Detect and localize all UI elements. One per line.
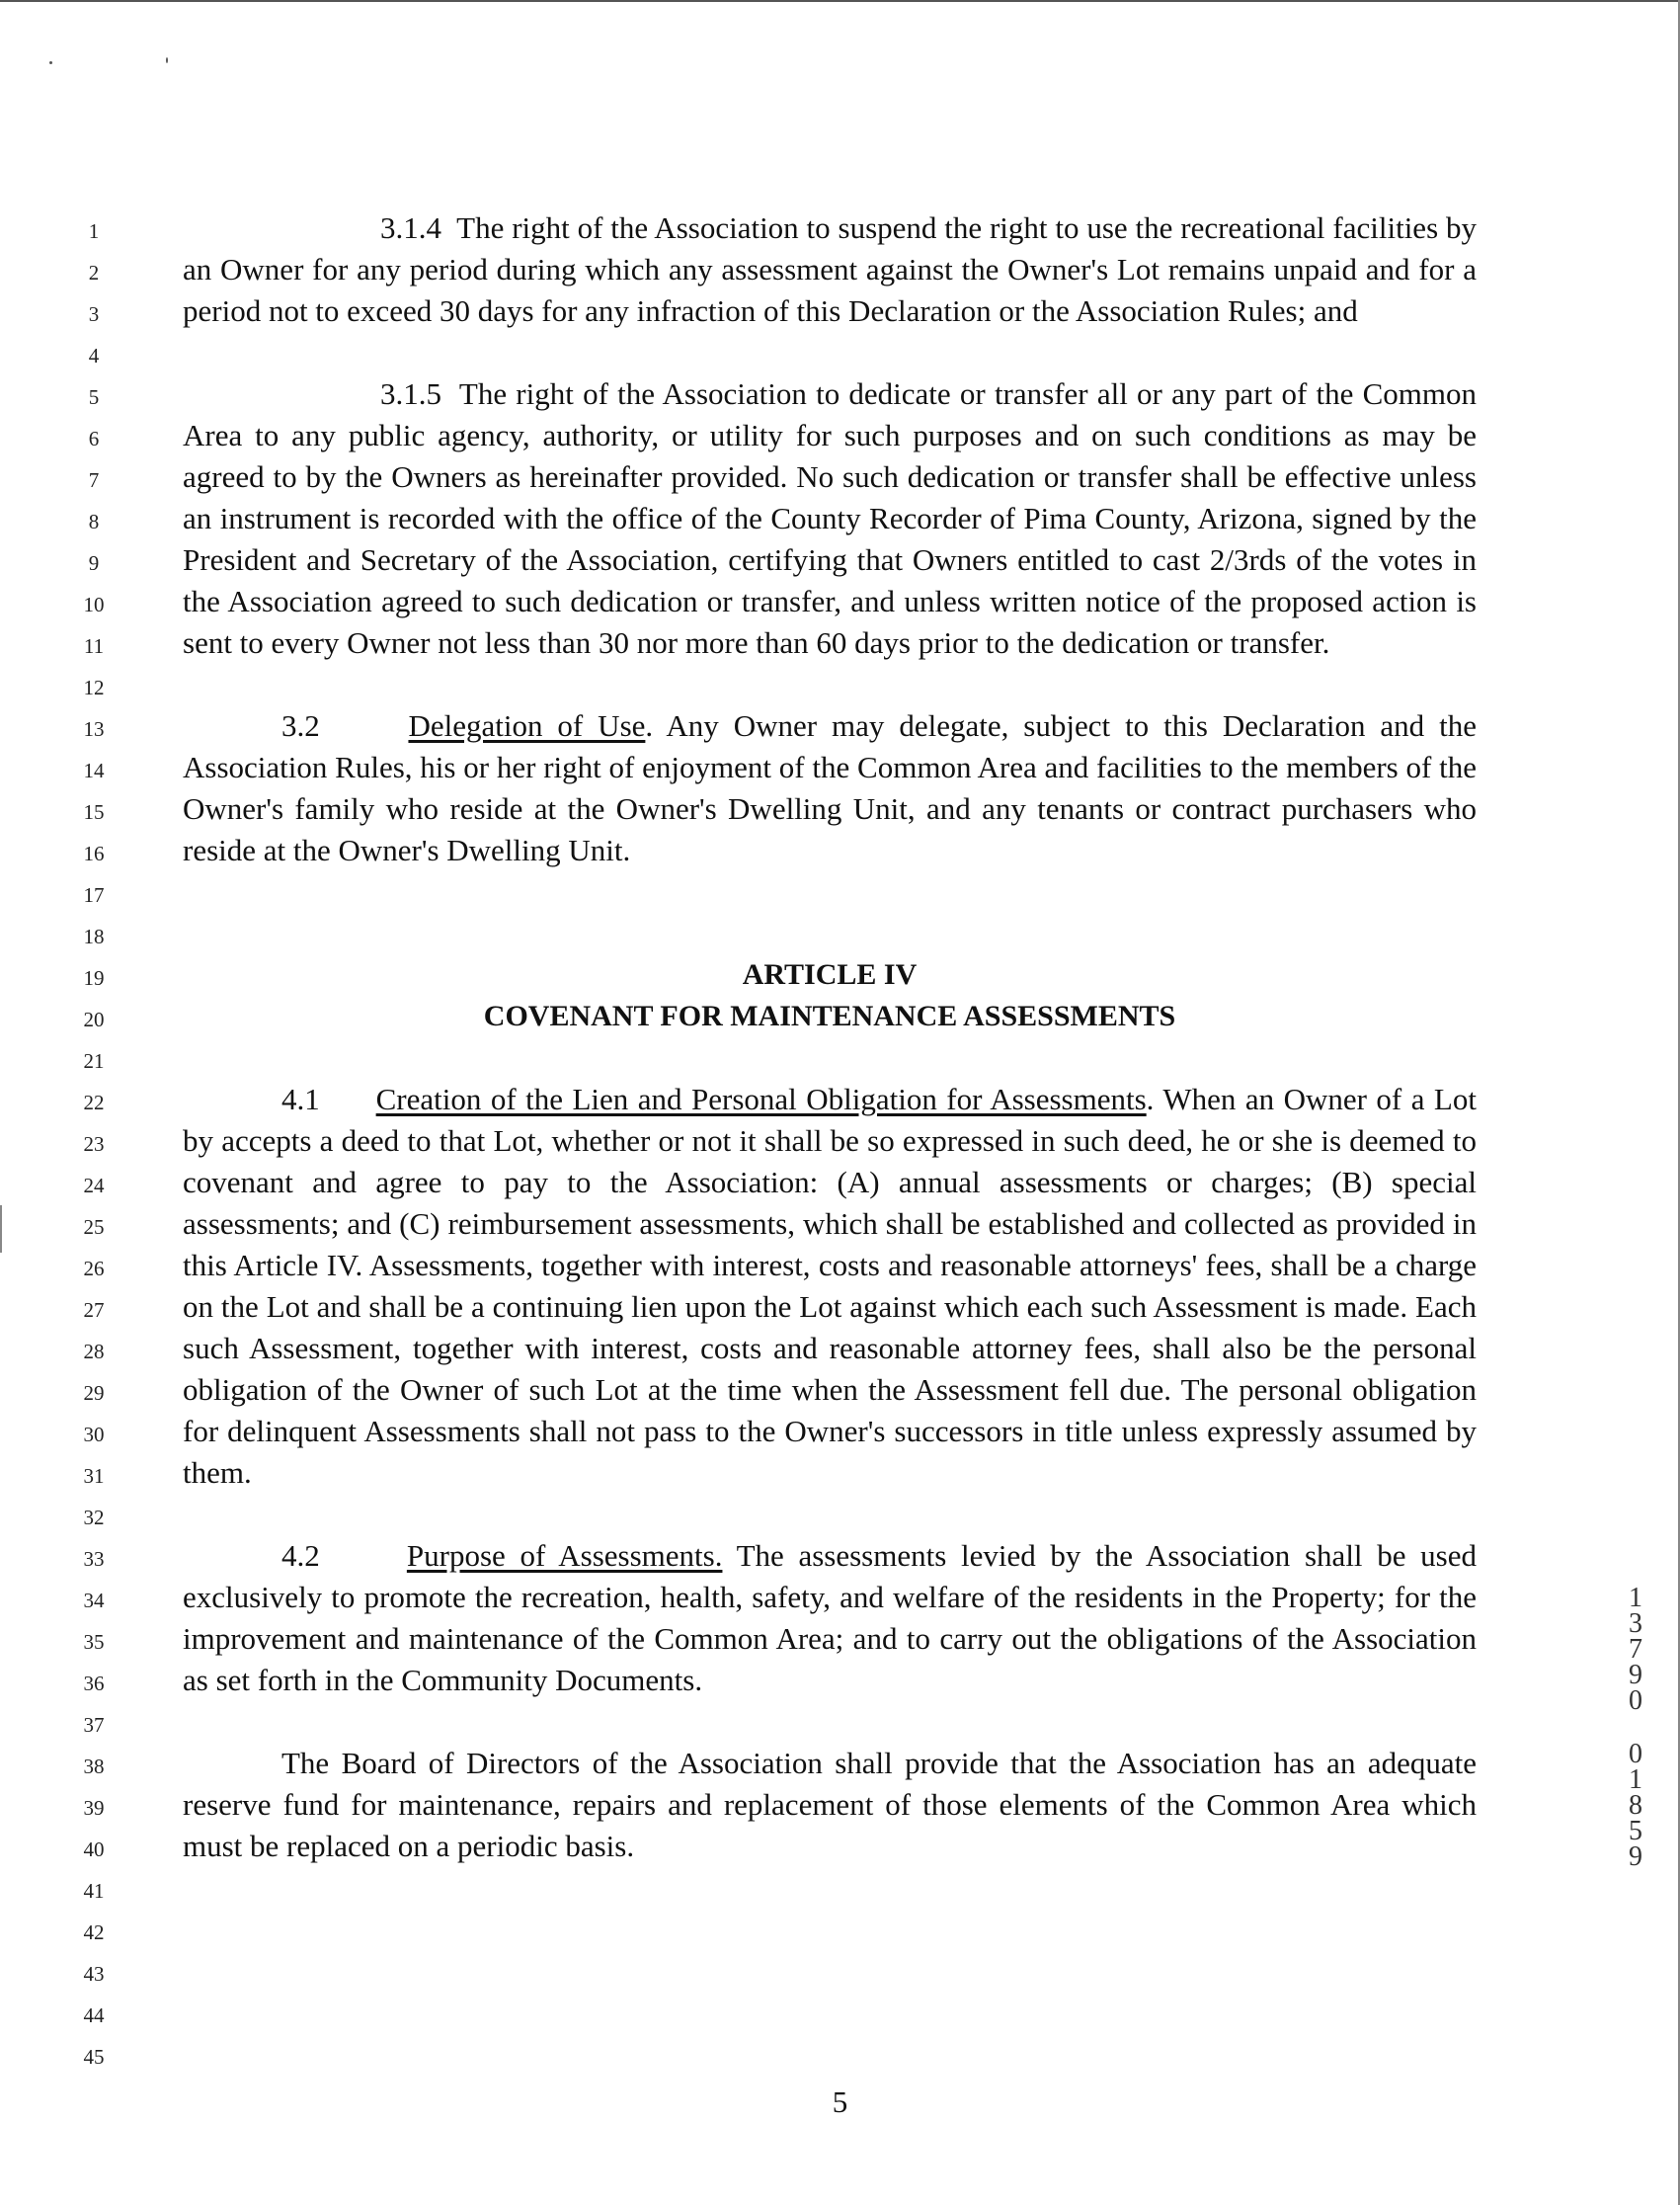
line-number: 3 xyxy=(88,302,100,326)
scan-speck xyxy=(49,61,52,64)
line-number: 6 xyxy=(88,427,100,450)
line-number: 31 xyxy=(83,1464,105,1488)
stamp-digit: 9 xyxy=(1629,1841,1642,1872)
line-number: 11 xyxy=(83,634,105,658)
stamp-digit: 1 xyxy=(1629,1583,1642,1613)
stamp-digit: 7 xyxy=(1629,1634,1642,1665)
line-number: 42 xyxy=(83,1920,105,1944)
line-number: 40 xyxy=(83,1838,105,1861)
scan-left-mark xyxy=(0,1205,2,1253)
stamp-digit: 5 xyxy=(1629,1816,1642,1846)
article-subtitle: COVENANT FOR MAINTENANCE ASSESSMENTS xyxy=(483,1000,1176,1032)
recording-stamp xyxy=(1616,1583,1655,1872)
line-number: 9 xyxy=(88,551,100,575)
line-number: 10 xyxy=(83,593,105,616)
document-body xyxy=(183,207,1477,1867)
stamp-digit: 9 xyxy=(1629,1660,1642,1690)
section-number: 4.2 xyxy=(281,1538,320,1573)
line-number: 33 xyxy=(83,1547,105,1571)
section-number: 4.1 xyxy=(281,1082,320,1116)
section-3-2 xyxy=(183,705,1477,871)
line-number: 18 xyxy=(83,925,105,948)
stamp-digit: 3 xyxy=(1629,1608,1642,1639)
line-number: 30 xyxy=(83,1423,105,1446)
line-number: 32 xyxy=(83,1506,105,1529)
line-number: 8 xyxy=(88,510,100,533)
reserve-paragraph: The Board of Directors of the Association shall provide that the Association has an adequate reserve fund for maintenance, repairs and replacement of those elements of the Common Area which must be replaced on a periodic basis. xyxy=(183,1746,1477,1863)
line-number: 28 xyxy=(83,1340,105,1363)
line-number: 36 xyxy=(83,1672,105,1695)
stamp-digit: 0 xyxy=(1629,1685,1642,1716)
line-number: 23 xyxy=(83,1132,105,1156)
line-number: 25 xyxy=(83,1215,105,1239)
line-number: 34 xyxy=(83,1589,105,1612)
line-number: 41 xyxy=(83,1879,105,1903)
stamp-digit: 8 xyxy=(1629,1790,1642,1821)
line-number: 15 xyxy=(83,800,105,824)
line-number: 5 xyxy=(88,385,100,409)
line-number: 4 xyxy=(88,344,100,368)
page-number: 5 xyxy=(832,2084,848,2119)
line-number: 20 xyxy=(83,1008,105,1031)
line-number: 16 xyxy=(83,842,105,865)
line-number: 12 xyxy=(83,676,105,699)
line-number: 1 xyxy=(88,219,100,243)
line-number: 24 xyxy=(83,1174,105,1197)
section-3-1-4 xyxy=(183,207,1477,332)
section-4-1 xyxy=(183,1079,1477,1494)
section-text: . When an Owner of a Lot by accepts a deed to that Lot, whether or not it shall be so expressed in such deed, he or she is deemed to covenant and agree to pay to the Association: (A) annual assessments or charges; (B) special assessments; and (C) reimbursement assessments, which shall be established and collected as provided in this Article IV. Assessments, together with interest, costs and reasonable attorneys' fees, shall be a charge on the Lot and shall be a continuing lien upon the Lot against which each such Assessment is made. Each such Assessment, together with interest, costs and reasonable attorney fees, shall also be the personal obligation of the Owner of such Lot at the time when the Assessment fell due. The personal obligation for delinquent Assessments shall not pass to the Owner's successors in title unless expressly assumed by them. xyxy=(183,1082,1477,1490)
stamp-digit: 0 xyxy=(1629,1739,1642,1769)
line-number: 13 xyxy=(83,717,105,741)
line-number: 22 xyxy=(83,1091,105,1114)
section-number: 3.1.4 xyxy=(380,210,441,245)
section-number: 3.2 xyxy=(281,708,320,743)
scan-top-border xyxy=(0,0,1680,2)
section-4-2 xyxy=(183,1535,1477,1701)
line-number: 17 xyxy=(83,883,105,907)
section-text: . Any Owner may delegate, subject to this Declaration and the Association Rules, his or her right of enjoyment of the Common Area and facilities to the members of the Owner's family who reside at the Owner's Dwelling Unit, and any tenants or contract purchasers who reside at the Owner's Dwelling Unit. xyxy=(183,708,1477,867)
line-number: 45 xyxy=(83,2045,105,2069)
line-numbers xyxy=(69,210,119,2078)
line-number: 38 xyxy=(83,1755,105,1778)
line-number: 21 xyxy=(83,1049,105,1073)
section-title: Creation of the Lien and Personal Obligation for Assessments xyxy=(375,1082,1147,1116)
section-number: 3.1.5 xyxy=(380,376,441,411)
line-number: 37 xyxy=(83,1713,105,1737)
line-number: 44 xyxy=(83,2003,105,2027)
section-title: Purpose of Assessments. xyxy=(406,1538,723,1573)
line-number: 14 xyxy=(83,759,105,782)
line-number: 43 xyxy=(83,1962,105,1986)
stamp-digit: 1 xyxy=(1629,1764,1642,1795)
line-number: 19 xyxy=(83,966,105,990)
line-number: 39 xyxy=(83,1796,105,1820)
line-number: 26 xyxy=(83,1257,105,1280)
section-text: The right of the Association to suspend the right to use the recreational facilities by an Owner for any period during which any assessment against the Owner's Lot remains unpaid and for a period not to exceed 30 days for any infraction of this Declaration or the Association Rules; and xyxy=(183,210,1477,328)
line-number: 35 xyxy=(83,1630,105,1654)
section-3-1-5 xyxy=(183,373,1477,664)
scan-speck xyxy=(166,57,168,63)
line-number: 27 xyxy=(83,1298,105,1322)
line-number: 7 xyxy=(88,468,100,492)
section-text: The right of the Association to dedicate or transfer all or any part of the Common Area to any public agency, authority, or utility for such purposes and on such conditions as may be agreed to by the Owners as hereinafter provided. No such dedication or transfer shall be effective unless an instrument is recorded with the office of the County Recorder of Pima County, Arizona, signed by the President and Secretary of the Association, certifying that Owners entitled to cast 2/3rds of the votes in the Association agreed to such dedication or transfer, and unless written notice of the proposed action is sent to every Owner not less than 30 nor more than 60 days prior to the dedication or transfer. xyxy=(183,376,1477,660)
section-text: The assessments levied by the Association shall be used exclusively to promote the recreation, health, safety, and welfare of the residents in the Property; for the improvement and maintenance of the Common Area; and to carry out the obligations of the Association as set forth in the Community Documents. xyxy=(183,1538,1478,1697)
section-title: Delegation of Use xyxy=(408,708,646,743)
line-number: 2 xyxy=(88,261,100,285)
article-title: ARTICLE IV xyxy=(742,958,918,991)
line-number: 29 xyxy=(83,1381,105,1405)
